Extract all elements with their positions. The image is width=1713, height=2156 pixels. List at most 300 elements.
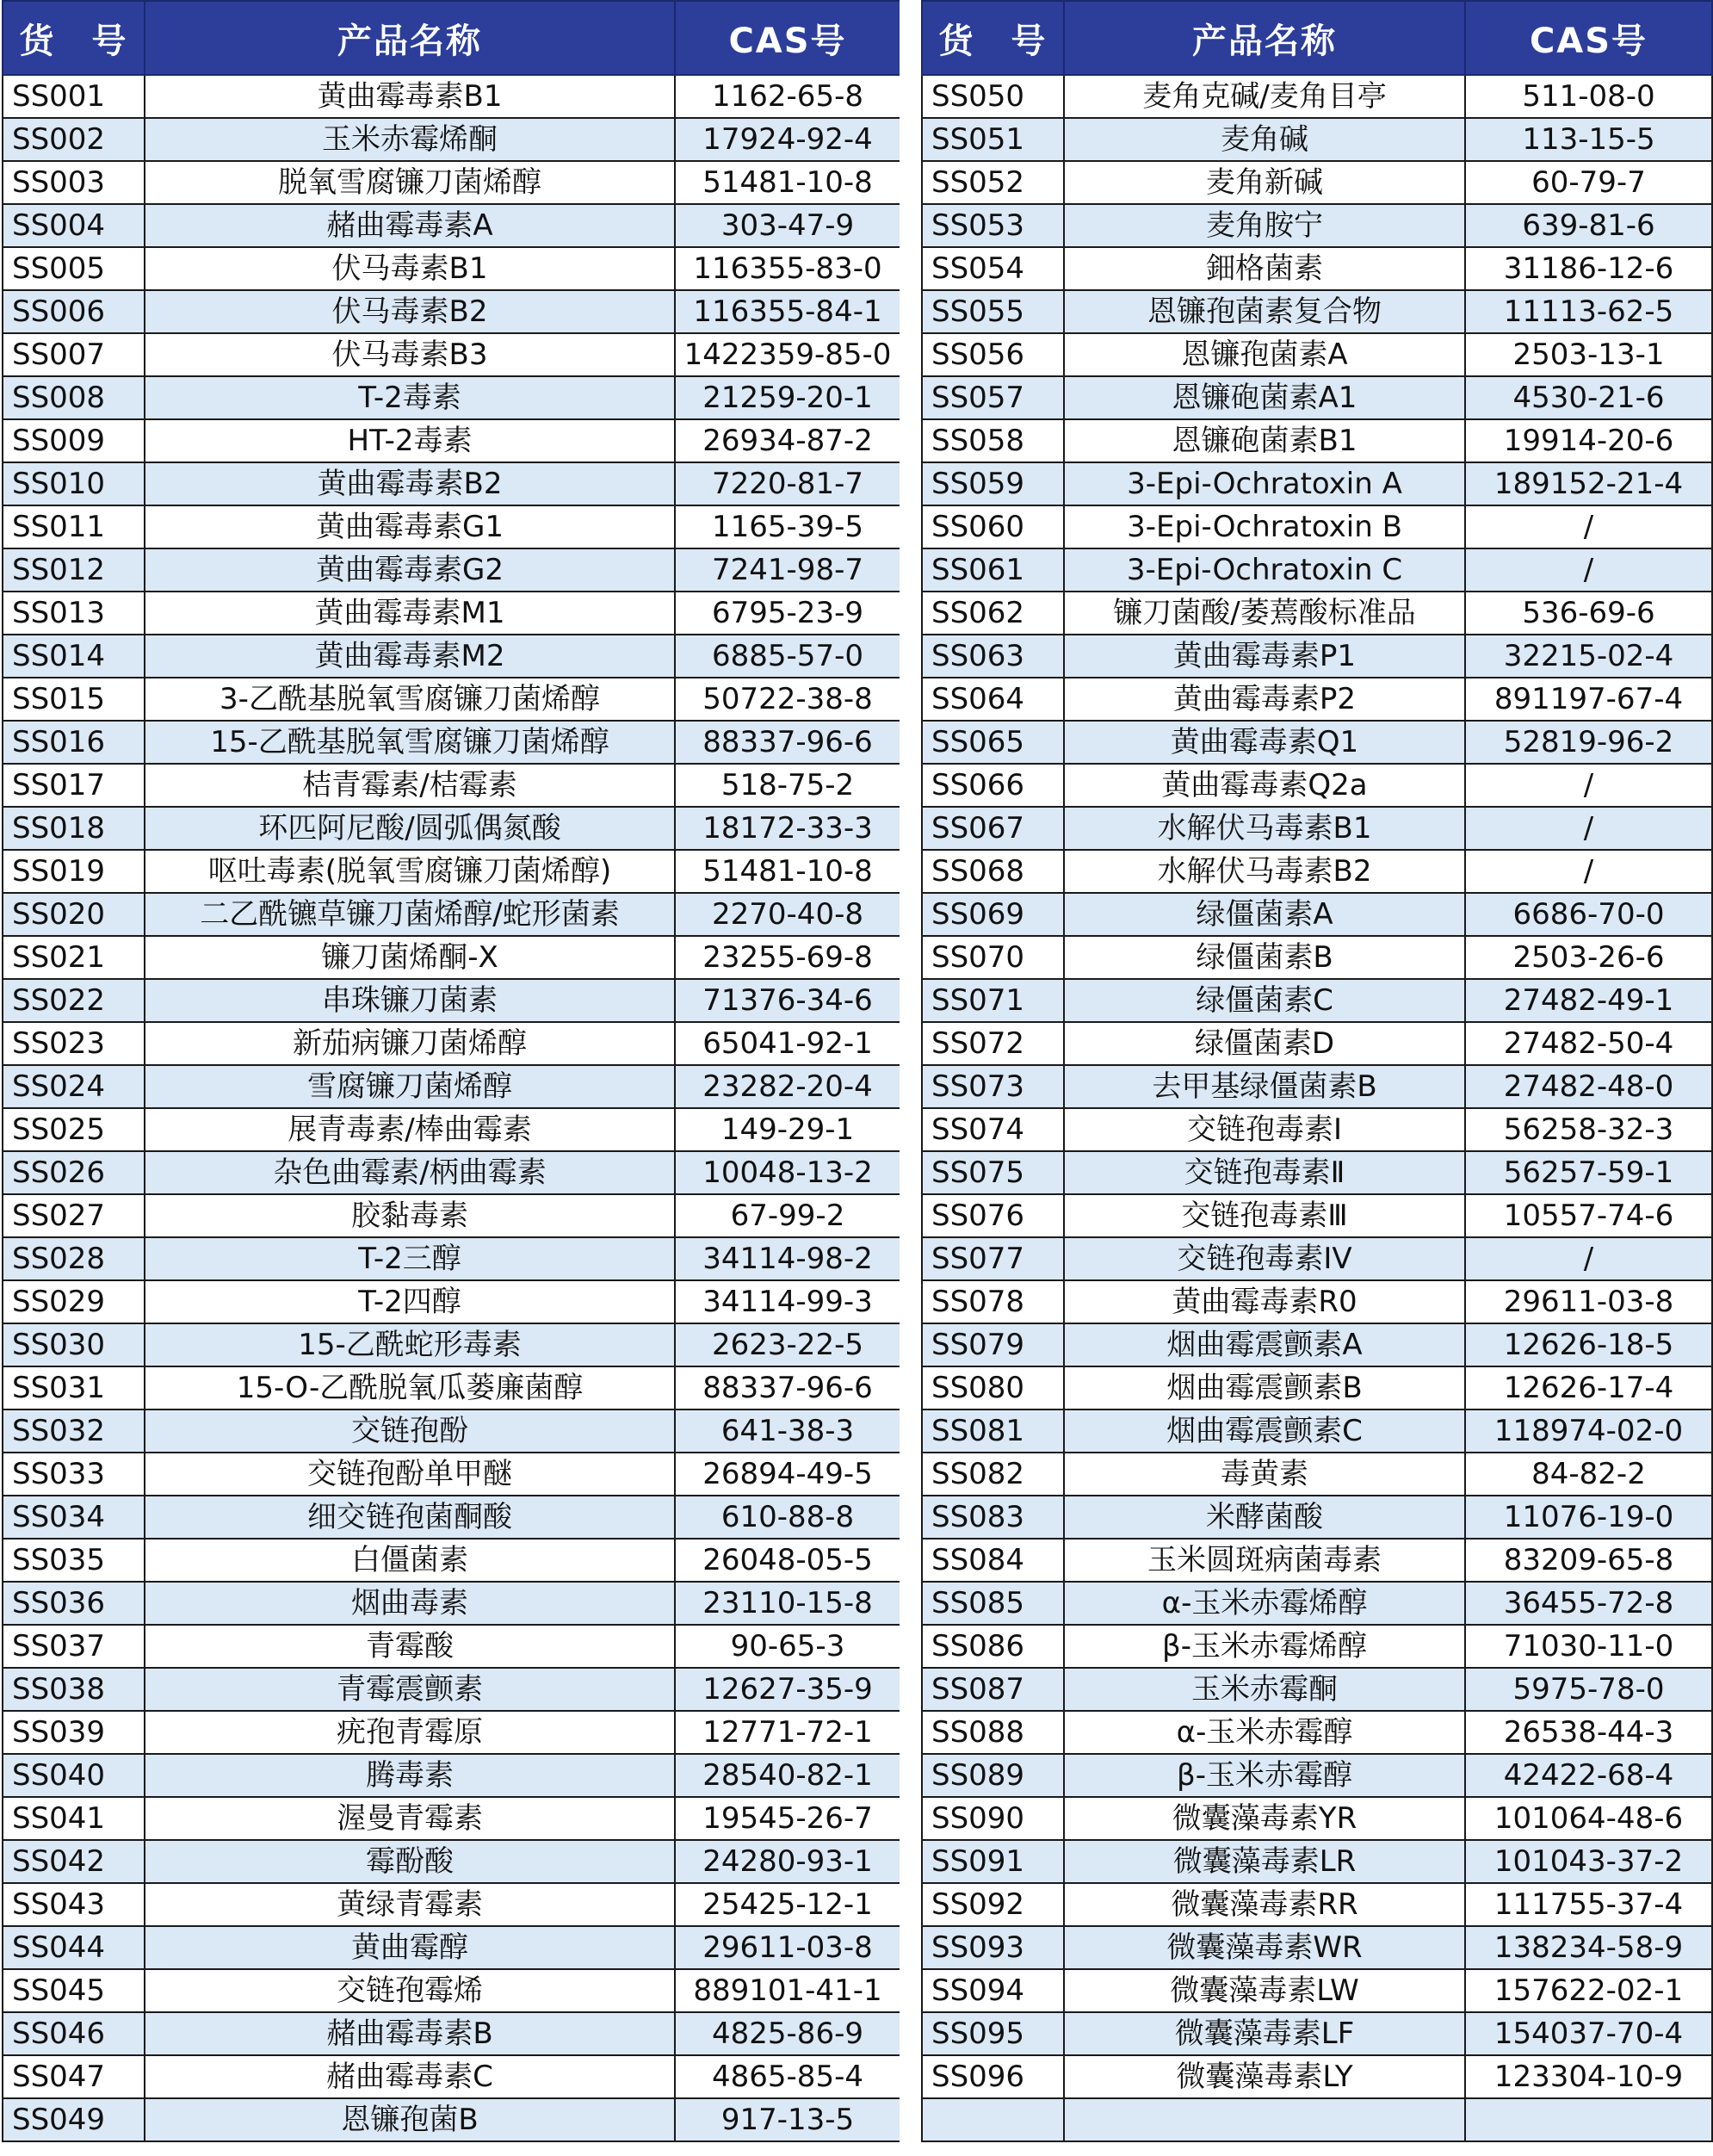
cas-number-cell: 1162-65-8 [675, 75, 900, 118]
cas-number-cell: 29611-03-8 [675, 1926, 900, 1969]
product-code-cell: SS012 [3, 548, 145, 592]
product-code-cell: SS064 [922, 678, 1064, 721]
cas-number-cell: / [1465, 807, 1712, 850]
product-code-cell: SS091 [922, 1840, 1064, 1883]
product-code-cell: SS034 [3, 1496, 145, 1539]
product-name-cell: 微囊藻毒素RR [1064, 1883, 1465, 1926]
table-row [922, 807, 1712, 850]
product-code-cell: SS043 [3, 1883, 145, 1926]
table-row [3, 462, 900, 505]
product-name-cell: 3-Epi-Ochratoxin B [1064, 505, 1465, 548]
cas-number-cell: 84-82-2 [1465, 1453, 1712, 1496]
product-name-cell: 环匹阿尼酸/圆弧偶氮酸 [145, 807, 675, 850]
product-name-cell: 微囊藻毒素WR [1064, 1926, 1465, 1969]
product-name-cell: 绿僵菌素D [1064, 1022, 1465, 1065]
table-row [922, 1797, 1712, 1840]
table-row [3, 893, 900, 936]
product-name-cell: 黄曲霉毒素P1 [1064, 635, 1465, 678]
product-code-cell: SS023 [3, 1022, 145, 1065]
cas-number-cell: / [1465, 505, 1712, 548]
product-code-cell: SS025 [3, 1108, 145, 1151]
table-row [922, 1237, 1712, 1280]
cas-number-cell: 5975-78-0 [1465, 1668, 1712, 1711]
product-code-cell: SS081 [922, 1409, 1064, 1453]
table-row [922, 1409, 1712, 1453]
cas-number-cell: 641-38-3 [675, 1409, 900, 1453]
table-row [3, 1366, 900, 1409]
product-code-cell: SS075 [922, 1151, 1064, 1194]
table-row [922, 721, 1712, 764]
cas-number-cell: / [1465, 1237, 1712, 1280]
product-code-cell: SS056 [922, 333, 1064, 376]
product-name-cell: 交链孢酚 [145, 1409, 675, 1453]
cas-number-cell: 518-75-2 [675, 764, 900, 807]
product-code-cell: SS079 [922, 1323, 1064, 1366]
table-row [3, 333, 900, 376]
product-code-cell: SS020 [3, 893, 145, 936]
product-name-cell: 3-Epi-Ochratoxin A [1064, 462, 1465, 505]
product-code-cell: SS095 [922, 2012, 1064, 2055]
product-name-cell: 微囊藻毒素LW [1064, 1969, 1465, 2012]
cas-number-cell: 12626-17-4 [1465, 1366, 1712, 1409]
product-code-cell: SS017 [3, 764, 145, 807]
table-row [922, 678, 1712, 721]
header-product-name: 产品名称 [145, 1, 675, 75]
cas-number-cell: 2270-40-8 [675, 893, 900, 936]
product-name-cell: 胶黏毒素 [145, 1194, 675, 1237]
cas-number-cell: 71030-11-0 [1465, 1625, 1712, 1668]
product-table-left [2, 0, 901, 2142]
table-row [922, 419, 1712, 462]
product-name-cell: 黄曲霉毒素M2 [145, 635, 675, 678]
header-cas: CAS号 [675, 1, 900, 75]
product-code-cell: SS084 [922, 1539, 1064, 1582]
product-code-cell: SS086 [922, 1625, 1064, 1668]
product-code-cell: SS073 [922, 1065, 1064, 1108]
cas-number-cell: 42422-68-4 [1465, 1754, 1712, 1797]
cas-number-cell: 23282-20-4 [675, 1065, 900, 1108]
cas-number-cell: 50722-38-8 [675, 678, 900, 721]
cas-number-cell: 2623-22-5 [675, 1323, 900, 1366]
table-row [3, 1926, 900, 1969]
cas-number-cell: 52819-96-2 [1465, 721, 1712, 764]
product-name-cell: 恩镰砲菌素A1 [1064, 376, 1465, 419]
product-name-cell: T-2四醇 [145, 1280, 675, 1323]
table-row [922, 2098, 1712, 2141]
product-code-cell: SS030 [3, 1323, 145, 1366]
product-code-cell: SS029 [3, 1280, 145, 1323]
cas-number-cell: / [1465, 850, 1712, 893]
product-code-cell: SS093 [922, 1926, 1064, 1969]
product-name-cell: 伏马毒素B2 [145, 290, 675, 333]
product-code-cell: SS060 [922, 505, 1064, 548]
cas-number-cell: 18172-33-3 [675, 807, 900, 850]
table-row [3, 678, 900, 721]
product-name-cell: 玉米赤霉烯酮 [145, 118, 675, 161]
table-row [3, 2012, 900, 2055]
cas-number-cell: 154037-70-4 [1465, 2012, 1712, 2055]
cas-number-cell: 138234-58-9 [1465, 1926, 1712, 1969]
product-code-cell [922, 2098, 1064, 2141]
product-name-cell: β-玉米赤霉烯醇 [1064, 1625, 1465, 1668]
product-code-cell: SS080 [922, 1366, 1064, 1409]
product-code-cell: SS067 [922, 807, 1064, 850]
table-row [922, 1323, 1712, 1366]
cas-number-cell: 116355-84-1 [675, 290, 900, 333]
product-code-cell: SS040 [3, 1754, 145, 1797]
table-row [3, 1668, 900, 1711]
table-row [922, 376, 1712, 419]
cas-number-cell: 2503-26-6 [1465, 936, 1712, 979]
product-name-cell: 绿僵菌素A [1064, 893, 1465, 936]
product-name-cell: 毒黄素 [1064, 1453, 1465, 1496]
product-name-cell: 15-乙酰基脱氧雪腐镰刀菌烯醇 [145, 721, 675, 764]
product-code-cell: SS013 [3, 592, 145, 635]
table-row [922, 1065, 1712, 1108]
cas-number-cell: 27482-48-0 [1465, 1065, 1712, 1108]
table-row [3, 721, 900, 764]
product-name-cell: 黄曲霉毒素Q1 [1064, 721, 1465, 764]
product-code-cell: SS050 [922, 75, 1064, 118]
product-name-cell: 黄曲霉毒素B2 [145, 462, 675, 505]
table-row [3, 1840, 900, 1883]
product-name-cell: 麦角胺宁 [1064, 204, 1465, 247]
table-row [922, 2012, 1712, 2055]
cas-number-cell: 26934-87-2 [675, 419, 900, 462]
cas-number-cell: 51481-10-8 [675, 161, 900, 204]
product-code-cell: SS003 [3, 161, 145, 204]
product-code-cell: SS078 [922, 1280, 1064, 1323]
header-code: 货 号 [922, 1, 1064, 75]
product-code-cell: SS090 [922, 1797, 1064, 1840]
table-row [3, 1453, 900, 1496]
table-row [3, 1108, 900, 1151]
cas-number-cell: 12771-72-1 [675, 1711, 900, 1754]
product-name-cell: β-玉米赤霉醇 [1064, 1754, 1465, 1797]
table-row [922, 548, 1712, 592]
table-row [922, 1151, 1712, 1194]
product-name-cell: 黄曲霉毒素Q2a [1064, 764, 1465, 807]
cas-number-cell: 26894-49-5 [675, 1453, 900, 1496]
product-code-cell: SS082 [922, 1453, 1064, 1496]
product-name-cell: 新茄病镰刀菌烯醇 [145, 1022, 675, 1065]
product-code-cell: SS057 [922, 376, 1064, 419]
product-name-cell: 雪腐镰刀菌烯醇 [145, 1065, 675, 1108]
product-name-cell: T-2三醇 [145, 1237, 675, 1280]
cas-number-cell: 6686-70-0 [1465, 893, 1712, 936]
cas-number-cell: 34114-98-2 [675, 1237, 900, 1280]
product-name-cell: 黄曲霉毒素G2 [145, 548, 675, 592]
cas-number-cell: 21259-20-1 [675, 376, 900, 419]
table-row [922, 1496, 1712, 1539]
table-row [3, 1797, 900, 1840]
product-code-cell: SS038 [3, 1668, 145, 1711]
product-name-cell: 微囊藻毒素YR [1064, 1797, 1465, 1840]
product-code-cell: SS053 [922, 204, 1064, 247]
product-code-cell: SS065 [922, 721, 1064, 764]
cas-number-cell: 24280-93-1 [675, 1840, 900, 1883]
product-name-cell: 伏马毒素B1 [145, 247, 675, 290]
table-row [3, 1625, 900, 1668]
product-name-cell: 黄曲霉毒素G1 [145, 505, 675, 548]
table-row [922, 1668, 1712, 1711]
product-code-cell: SS070 [922, 936, 1064, 979]
cas-number-cell: 67-99-2 [675, 1194, 900, 1237]
cas-number-cell: 116355-83-0 [675, 247, 900, 290]
product-name-cell: 交链孢毒素Ⅲ [1064, 1194, 1465, 1237]
product-name-cell: 水解伏马毒素B1 [1064, 807, 1465, 850]
product-code-cell: SS032 [3, 1409, 145, 1453]
product-code-cell: SS028 [3, 1237, 145, 1280]
product-code-cell: SS002 [3, 118, 145, 161]
cas-number-cell: 17924-92-4 [675, 118, 900, 161]
product-name-cell: T-2毒素 [145, 376, 675, 419]
product-code-cell: SS016 [3, 721, 145, 764]
product-code-cell: SS044 [3, 1926, 145, 1969]
product-code-cell: SS062 [922, 592, 1064, 635]
product-code-cell: SS015 [3, 678, 145, 721]
table-row [3, 247, 900, 290]
cas-number-cell: 303-47-9 [675, 204, 900, 247]
product-name-cell: 恩镰孢菌素复合物 [1064, 290, 1465, 333]
product-code-cell: SS058 [922, 419, 1064, 462]
product-name-cell: 杂色曲霉素/柄曲霉素 [145, 1151, 675, 1194]
product-code-cell: SS021 [3, 936, 145, 979]
table-row [3, 419, 900, 462]
table-row [3, 850, 900, 893]
cas-number-cell: 2503-13-1 [1465, 333, 1712, 376]
table-row [3, 290, 900, 333]
product-code-cell: SS022 [3, 979, 145, 1022]
table-row [922, 247, 1712, 290]
product-code-cell: SS026 [3, 1151, 145, 1194]
product-code-cell: SS047 [3, 2055, 145, 2098]
product-code-cell: SS049 [3, 2098, 145, 2141]
product-code-cell: SS087 [922, 1668, 1064, 1711]
product-name-cell: 烟曲霉震颤素B [1064, 1366, 1465, 1409]
table-row [3, 1151, 900, 1194]
cas-number-cell: 157622-02-1 [1465, 1969, 1712, 2012]
cas-number-cell: 111755-37-4 [1465, 1883, 1712, 1926]
table-row [3, 979, 900, 1022]
cas-number-cell: 11076-19-0 [1465, 1496, 1712, 1539]
table-row [922, 1840, 1712, 1883]
cas-number-cell: 19545-26-7 [675, 1797, 900, 1840]
product-name-cell: α-玉米赤霉烯醇 [1064, 1582, 1465, 1625]
product-name-cell: 呕吐毒素(脱氧雪腐镰刀菌烯醇) [145, 850, 675, 893]
product-code-cell: SS068 [922, 850, 1064, 893]
cas-number-cell: 1165-39-5 [675, 505, 900, 548]
table-row [922, 1625, 1712, 1668]
product-name-cell: 疣孢青霉原 [145, 1711, 675, 1754]
table-row [922, 505, 1712, 548]
table-row [3, 764, 900, 807]
cas-number-cell: 26048-05-5 [675, 1539, 900, 1582]
table-row [3, 1323, 900, 1366]
product-code-cell: SS039 [3, 1711, 145, 1754]
cas-number-cell: 23110-15-8 [675, 1582, 900, 1625]
cas-number-cell: 90-65-3 [675, 1625, 900, 1668]
product-name-cell: 伏马毒素B3 [145, 333, 675, 376]
table-row [922, 936, 1712, 979]
table-row [922, 893, 1712, 936]
table-row [922, 204, 1712, 247]
table-row [922, 118, 1712, 161]
table-row [922, 850, 1712, 893]
product-name-cell: 水解伏马毒素B2 [1064, 850, 1465, 893]
product-name-cell: 微囊藻毒素LY [1064, 2055, 1465, 2098]
cas-number-cell: 60-79-7 [1465, 161, 1712, 204]
cas-number-cell: 51481-10-8 [675, 850, 900, 893]
table-row [3, 1237, 900, 1280]
product-name-cell: 3-乙酰基脱氧雪腐镰刀菌烯醇 [145, 678, 675, 721]
product-name-cell: 黄绿青霉素 [145, 1883, 675, 1926]
table-row [3, 1754, 900, 1797]
cas-number-cell: 25425-12-1 [675, 1883, 900, 1926]
cas-number-cell: 83209-65-8 [1465, 1539, 1712, 1582]
product-code-cell: SS005 [3, 247, 145, 290]
product-code-cell: SS014 [3, 635, 145, 678]
cas-number-cell: 101043-37-2 [1465, 1840, 1712, 1883]
cas-number-cell: 1422359-85-0 [675, 333, 900, 376]
product-code-cell: SS024 [3, 1065, 145, 1108]
product-code-cell: SS094 [922, 1969, 1064, 2012]
product-name-cell: 麦角碱 [1064, 118, 1465, 161]
product-name-cell: 15-O-乙酰脱氧瓜蒌廉菌醇 [145, 1366, 675, 1409]
product-name-cell: 绿僵菌素B [1064, 936, 1465, 979]
table-row [3, 1065, 900, 1108]
product-name-cell: 二乙酰镳草镰刀菌烯醇/蛇形菌素 [145, 893, 675, 936]
cas-number-cell: 118974-02-0 [1465, 1409, 1712, 1453]
cas-number-cell: 891197-67-4 [1465, 678, 1712, 721]
cas-number-cell: 36455-72-8 [1465, 1582, 1712, 1625]
table-header-row [3, 1, 900, 75]
product-name-cell: 微囊藻毒素LR [1064, 1840, 1465, 1883]
product-code-cell: SS059 [922, 462, 1064, 505]
product-name-cell: 黄曲霉醇 [145, 1926, 675, 1969]
product-code-cell: SS042 [3, 1840, 145, 1883]
cas-number-cell: 65041-92-1 [675, 1022, 900, 1065]
product-code-cell: SS008 [3, 376, 145, 419]
product-code-cell: SS063 [922, 635, 1064, 678]
table-row [922, 290, 1712, 333]
product-code-cell: SS083 [922, 1496, 1064, 1539]
cas-number-cell: 27482-49-1 [1465, 979, 1712, 1022]
table-row [3, 1194, 900, 1237]
product-name-cell: 恩镰砲菌素B1 [1064, 419, 1465, 462]
cas-number-cell: 12626-18-5 [1465, 1323, 1712, 1366]
product-code-cell: SS011 [3, 505, 145, 548]
product-name-cell: 烟曲毒素 [145, 1582, 675, 1625]
product-name-cell: 交链孢霉烯 [145, 1969, 675, 2012]
product-name-cell: 麦角克碱/麦角目亭 [1064, 75, 1465, 118]
header-product-name: 产品名称 [1064, 1, 1465, 75]
product-code-cell: SS031 [3, 1366, 145, 1409]
table-row [922, 1022, 1712, 1065]
cas-number-cell: 639-81-6 [1465, 204, 1712, 247]
product-code-cell: SS007 [3, 333, 145, 376]
product-code-cell: SS051 [922, 118, 1064, 161]
cas-number-cell: 6885-57-0 [675, 635, 900, 678]
table-row [922, 1969, 1712, 2012]
header-cas: CAS号 [1465, 1, 1712, 75]
product-code-cell: SS004 [3, 204, 145, 247]
table-row [922, 1280, 1712, 1323]
table-row [3, 1409, 900, 1453]
cas-number-cell: 7220-81-7 [675, 462, 900, 505]
cas-number-cell: 31186-12-6 [1465, 247, 1712, 290]
table-row [922, 764, 1712, 807]
product-name-cell: 青霉酸 [145, 1625, 675, 1668]
cas-number-cell [1465, 2098, 1712, 2141]
cas-number-cell: 23255-69-8 [675, 936, 900, 979]
product-name-cell [1064, 2098, 1465, 2141]
product-name-cell: 渥曼青霉素 [145, 1797, 675, 1840]
product-code-cell: SS066 [922, 764, 1064, 807]
product-code-cell: SS045 [3, 1969, 145, 2012]
table-body-left [3, 75, 900, 2141]
table-row [922, 2055, 1712, 2098]
product-name-cell: 烟曲霉震颤素A [1064, 1323, 1465, 1366]
product-name-cell: 赭曲霉毒素C [145, 2055, 675, 2098]
product-code-cell: SS069 [922, 893, 1064, 936]
table-row [3, 75, 900, 118]
product-name-cell: 细交链孢菌酮酸 [145, 1496, 675, 1539]
product-name-cell: 腾毒素 [145, 1754, 675, 1797]
product-name-cell: 15-乙酰蛇形毒素 [145, 1323, 675, 1366]
table-row [3, 2098, 900, 2141]
cas-number-cell: 7241-98-7 [675, 548, 900, 592]
header-code: 货 号 [3, 1, 145, 75]
product-name-cell: 青霉震颤素 [145, 1668, 675, 1711]
product-code-cell: SS009 [3, 419, 145, 462]
product-code-cell: SS035 [3, 1539, 145, 1582]
product-code-cell: SS052 [922, 161, 1064, 204]
product-name-cell: 交链孢毒素Ⅱ [1064, 1151, 1465, 1194]
product-name-cell: 恩镰孢菌素A [1064, 333, 1465, 376]
table-row [3, 376, 900, 419]
product-code-cell: SS077 [922, 1237, 1064, 1280]
product-name-cell: 玉米赤霉酮 [1064, 1668, 1465, 1711]
cas-number-cell: 10557-74-6 [1465, 1194, 1712, 1237]
product-name-cell: 交链孢酚单甲醚 [145, 1453, 675, 1496]
product-code-cell: SS085 [922, 1582, 1064, 1625]
cas-number-cell: 27482-50-4 [1465, 1022, 1712, 1065]
product-name-cell: 镰刀菌烯酮-X [145, 936, 675, 979]
cas-number-cell: 123304-10-9 [1465, 2055, 1712, 2098]
cas-number-cell: 511-08-0 [1465, 75, 1712, 118]
product-code-cell: SS037 [3, 1625, 145, 1668]
product-code-cell: SS054 [922, 247, 1064, 290]
product-code-cell: SS055 [922, 290, 1064, 333]
table-header-row [922, 1, 1712, 75]
table-row [922, 635, 1712, 678]
table-row [922, 1453, 1712, 1496]
product-name-cell: 黄曲霉毒素B1 [145, 75, 675, 118]
product-code-cell: SS074 [922, 1108, 1064, 1151]
table-row [3, 1539, 900, 1582]
cas-number-cell: 610-88-8 [675, 1496, 900, 1539]
table-row [3, 118, 900, 161]
cas-number-cell: 10048-13-2 [675, 1151, 900, 1194]
product-code-cell: SS071 [922, 979, 1064, 1022]
product-name-cell: 交链孢毒素IV [1064, 1237, 1465, 1280]
table-row [922, 161, 1712, 204]
table-row [3, 161, 900, 204]
product-name-cell: 微囊藻毒素LF [1064, 2012, 1465, 2055]
product-code-cell: SS010 [3, 462, 145, 505]
table-row [3, 2055, 900, 2098]
